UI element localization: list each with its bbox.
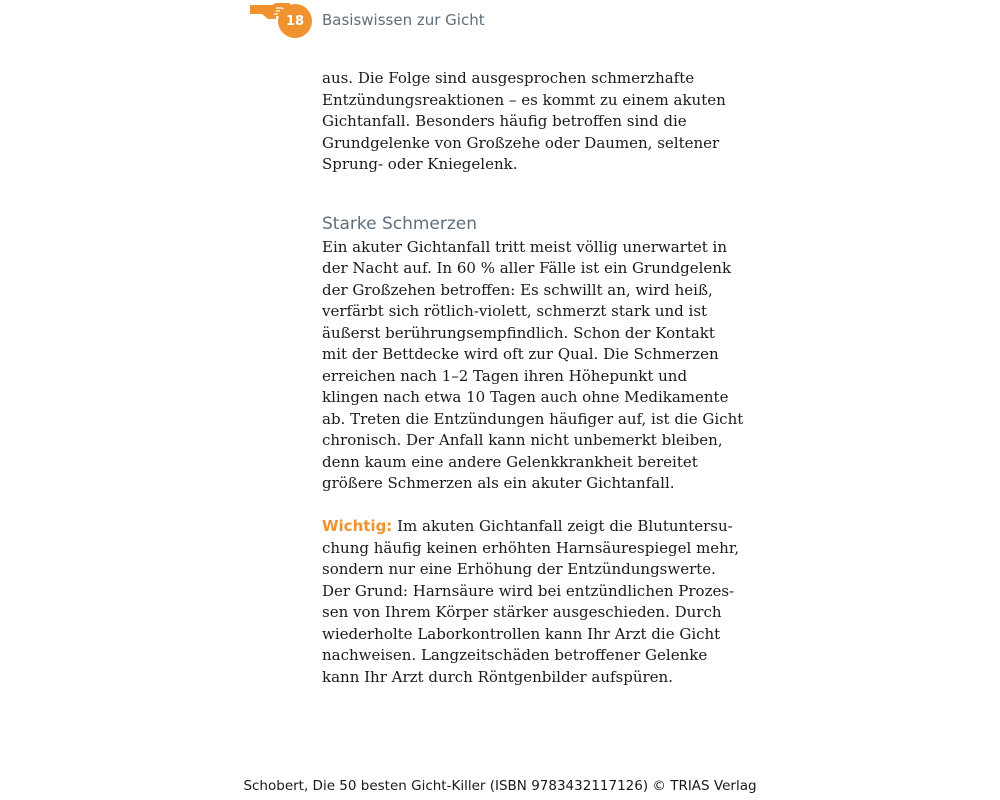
- text-line: der Nacht auf. In 60 % aller Fälle ist ein Grundgelenk: [322, 259, 732, 277]
- text-line: [322, 516, 742, 538]
- text-line: der Großzehen betroffen: Es schwillt an, wird heiß,: [322, 280, 713, 299]
- text-line: Gichtanfall. Besonders häufig betroffen sind die: [322, 112, 687, 130]
- text-line: sondern nur eine Erhöhung der Entzündungswerte.: [322, 560, 716, 578]
- text-line: denn kaum eine andere Gelenkkrankheit bereitet: [322, 452, 698, 471]
- text-line: klingen nach etwa 10 Tagen auch ohne Medikamente: [322, 388, 729, 406]
- text-line: Der Grund: Harnsäure wird bei entzündlichen Prozes-: [322, 581, 735, 600]
- text-line: verfärbt sich rötlich-violett, schmerzt stark und ist: [322, 302, 708, 320]
- text-line: wiederholte Laborkontrollen kann Ihr Arzt die Gicht: [322, 624, 721, 643]
- page-number-badge: 18: [278, 4, 312, 38]
- footer-citation: Schobert, Die 50 besten Gicht-Killer (ISBN 9783432117126) © TRIAS Verlag: [243, 778, 757, 794]
- intro-paragraph: [322, 68, 742, 176]
- section-paragraph: [322, 237, 742, 495]
- text-line: größere Schmerzen als ein akuter Gichtanfall.: [322, 474, 675, 492]
- body-text: [322, 68, 742, 688]
- important-label: Wichtig:: [322, 517, 393, 535]
- running-head: Basiswissen zur Gicht: [322, 11, 485, 29]
- text-line: nachweisen. Langzeitschäden betroffener Gelenke: [322, 646, 708, 664]
- text-line: Grundgelenke von Großzehe oder Daumen, seltener: [322, 133, 720, 152]
- important-note: [322, 516, 742, 688]
- text-line: sen von Ihrem Körper stärker ausgeschieden. Durch: [322, 603, 722, 621]
- text-line: Sprung- oder Kniegelenk.: [322, 155, 518, 173]
- section-heading: Starke Schmerzen: [322, 213, 478, 234]
- text-line: chronisch. Der Anfall kann nicht unbemerkt bleiben,: [322, 431, 723, 449]
- text-line: kann Ihr Arzt durch Röntgenbilder aufspüren.: [322, 667, 673, 686]
- text-line: ab. Treten die Entzündungen häufiger auf, ist die Gicht: [322, 409, 744, 428]
- text-line: aus. Die Folge sind ausgesprochen schmerzhafte: [322, 69, 695, 87]
- text-line: erreichen nach 1–2 Tagen ihren Höhepunkt und: [322, 366, 688, 385]
- text-line: Ein akuter Gichtanfall tritt meist völlig unerwartet in: [322, 237, 727, 256]
- important-first-line: Im akuten Gichtanfall zeigt die Blutuntersu-: [392, 517, 733, 535]
- text-line: Entzündungsreaktionen – es kommt zu einem akuten: [322, 90, 726, 109]
- text-line: chung häufig keinen erhöhten Harnsäurespiegel mehr,: [322, 538, 740, 557]
- text-line: äußerst berührungsempfindlich. Schon der Kontakt: [322, 323, 715, 342]
- text-line: mit der Bettdecke wird oft zur Qual. Die Schmerzen: [322, 345, 719, 363]
